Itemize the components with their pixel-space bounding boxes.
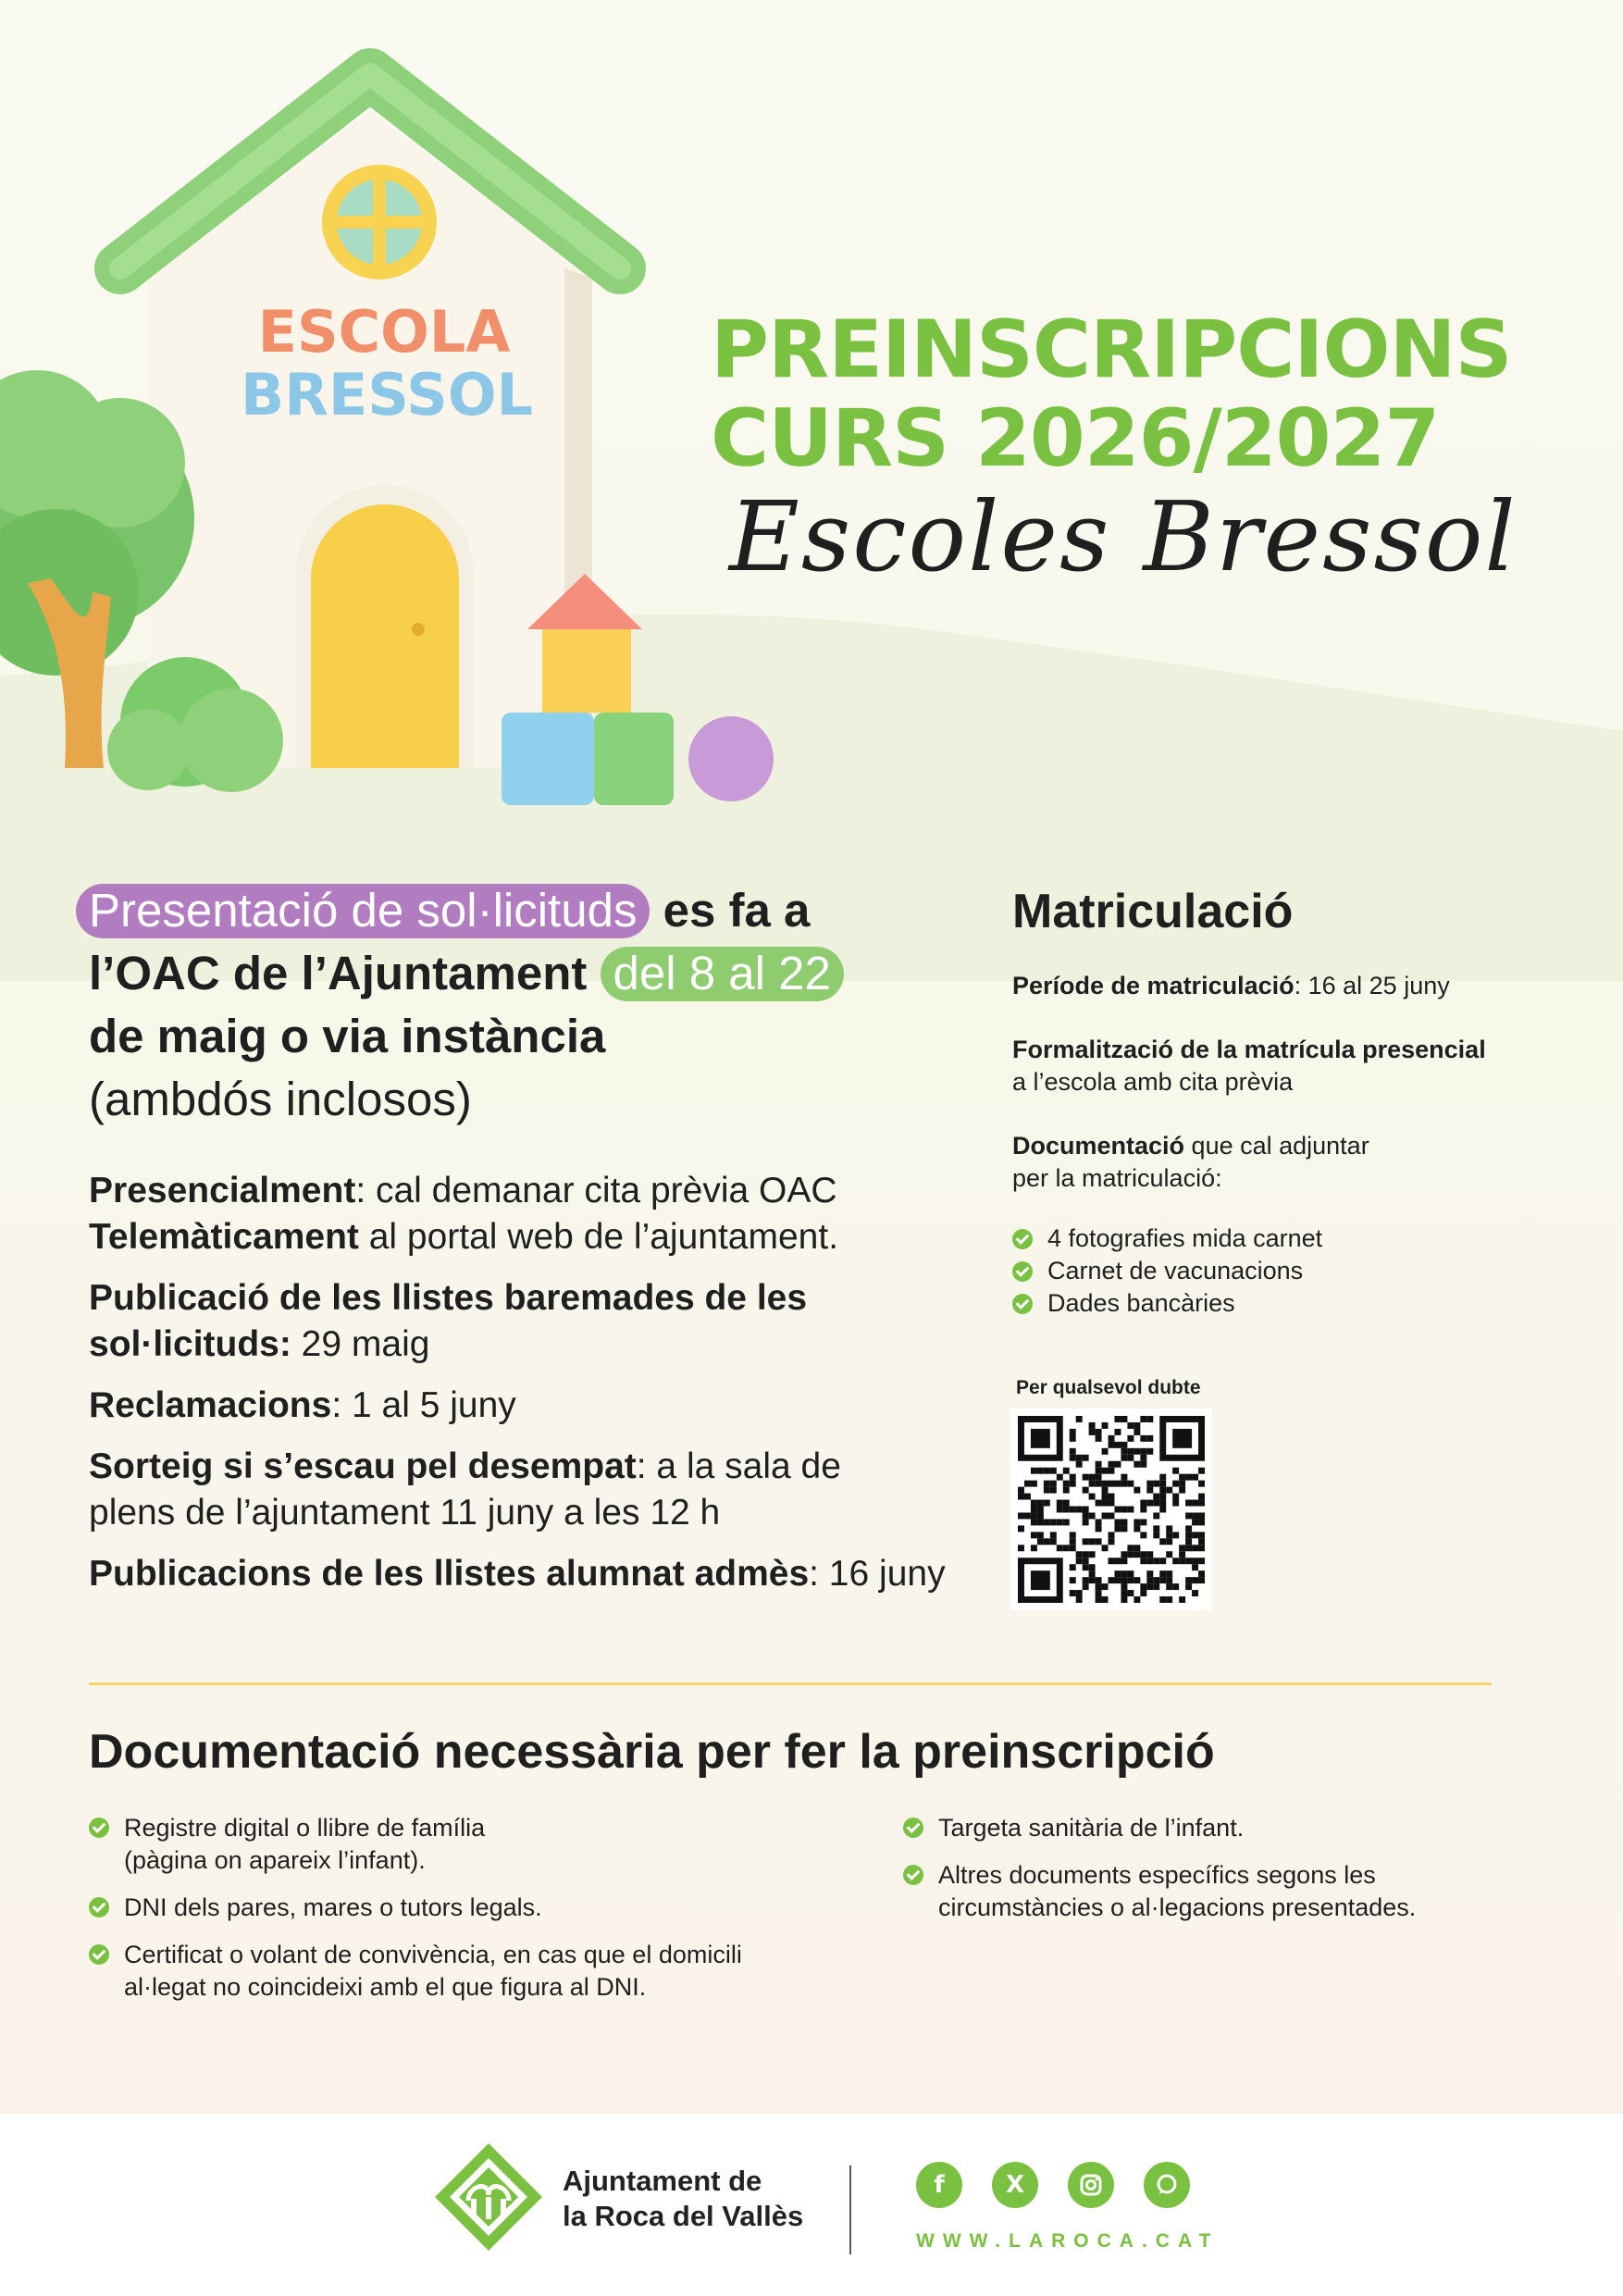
list-item: Dades bancàries	[1012, 1287, 1567, 1320]
footer	[0, 2114, 1623, 2296]
periode-text: : 16 al 25 juny	[1294, 972, 1450, 999]
title-block	[711, 305, 1599, 592]
list-item: Certificat o volant de convivència, en cas que el domicili al·legat no coincideixi amb el que figura al DNI.	[89, 1939, 848, 2004]
check-icon	[903, 1865, 923, 1885]
check-icon	[89, 1944, 109, 1965]
ajuntament-logo-icon	[431, 2140, 546, 2254]
periode-label: Període de matriculació	[1012, 972, 1295, 999]
step-llistes	[89, 1275, 829, 1368]
step-telematic-text: al portal web de l’ajuntament.	[358, 1217, 839, 1257]
check-icon	[1012, 1229, 1033, 1249]
list-item: Registre digital o llibre de família (pàgina on apareix l’infant).	[89, 1812, 848, 1877]
periode	[1012, 970, 1567, 1002]
sign-bressol: BRESSOL	[240, 361, 534, 428]
matriculacio-title: Matriculació	[1012, 885, 1294, 938]
intro-line-3: de maig o via instància	[89, 1010, 606, 1062]
doubt-label: Per qualsevol dubte	[1016, 1377, 1201, 1398]
step-telematic-label: Telemàticament	[89, 1217, 359, 1257]
step-admes-text: : 16 juny	[809, 1554, 946, 1594]
matriculacio-section	[1012, 879, 1567, 1320]
facebook-icon[interactable]: f	[916, 2162, 962, 2208]
step-admes	[89, 1551, 949, 1597]
docs-list-right	[903, 1812, 1532, 1939]
formalitzacio	[1012, 1034, 1567, 1098]
org-line-1: Ajuntament de	[563, 2165, 762, 2197]
step-reclamacions	[89, 1383, 949, 1429]
intro-line-4: (ambdós inclosos)	[89, 1073, 472, 1125]
step-sorteig	[89, 1444, 848, 1536]
check-icon	[903, 1818, 923, 1838]
intro-line-1	[89, 879, 922, 942]
footer-separator	[849, 2166, 851, 2254]
social-links	[916, 2162, 1190, 2208]
step-sorteig-label: Sorteig si s’escau pel desempat	[89, 1446, 637, 1486]
step-sorteig-text: : a la sala de plens de l’ajuntament 11 juny a les 12 h	[89, 1446, 841, 1533]
title-line-2: CURS 2026/2027	[711, 392, 1440, 485]
check-icon	[1012, 1294, 1033, 1314]
check-icon	[89, 1897, 109, 1917]
org-line-2: la Roca del Vallès	[563, 2200, 804, 2232]
formal-text: a l’escola amb cita prèvia	[1012, 1068, 1294, 1096]
formal-label: Formalització de la matrícula presencial	[1012, 1036, 1486, 1063]
check-icon	[89, 1818, 109, 1838]
docs-title: Documentació necessària per fer la preinscripció	[89, 1725, 1215, 1779]
whatsapp-icon[interactable]	[1144, 2162, 1190, 2208]
list-item: DNI dels pares, mares o tutors legals.	[89, 1892, 848, 1924]
step-admes-label: Publicacions de les llistes alumnat admès	[89, 1554, 810, 1594]
step-presencial	[89, 1168, 949, 1214]
doc-text-2: per la matriculació:	[1012, 1164, 1222, 1192]
list-item: Altres documents específics segons les circumstàncies o al·legacions presentades.	[903, 1859, 1532, 1924]
docs-list-left	[89, 1812, 848, 2018]
steps-list	[89, 1168, 949, 1612]
step-llistes-label: Publicació de les llistes baremades de les sol·licituds:	[89, 1278, 808, 1364]
script-subtitle: Escoles Bressol	[729, 480, 1518, 593]
intro-paragraph	[89, 879, 922, 1131]
list-item: Targeta sanitària de l’infant.	[903, 1812, 1532, 1844]
intro-line-2	[89, 942, 922, 1005]
step-presencial-label: Presencialment	[89, 1171, 356, 1210]
check-icon	[1012, 1261, 1033, 1282]
matric-checklist	[1012, 1222, 1567, 1320]
step-telematic	[89, 1214, 949, 1260]
qr-code-icon	[1018, 1416, 1205, 1603]
title-line-1: PREINSCRIPCIONS	[711, 304, 1512, 396]
highlight-solicituds: Presentació de sol·licituds	[76, 884, 650, 938]
doc-label: Documentació	[1012, 1132, 1185, 1160]
step-llistes-text: 29 maig	[291, 1324, 430, 1364]
qr-code[interactable]	[1010, 1409, 1212, 1610]
list-item: 4 fotografies mida carnet	[1012, 1222, 1567, 1255]
school-illustration	[0, 37, 796, 814]
section-divider	[89, 1682, 1492, 1685]
step-reclam-text: : 1 al 5 juny	[331, 1385, 516, 1425]
x-twitter-icon[interactable]: X	[992, 2162, 1038, 2208]
doc-text-1: que cal adjuntar	[1184, 1132, 1369, 1160]
intro-text-1: es fa a	[650, 884, 811, 937]
website-link[interactable]: WWW.LAROCA.CAT	[916, 2230, 1220, 2252]
instagram-icon[interactable]	[1068, 2162, 1114, 2208]
highlight-dates: del 8 al 22	[601, 947, 844, 1001]
step-presencial-text: : cal demanar cita prèvia OAC	[355, 1171, 837, 1210]
step-reclam-label: Reclamacions	[89, 1385, 332, 1425]
intro-text-2: l’OAC de l’Ajuntament	[89, 947, 601, 999]
organization-name	[563, 2164, 803, 2234]
list-item: Carnet de vacunacions	[1012, 1255, 1567, 1287]
documentacio-matric	[1012, 1130, 1567, 1195]
sign-escola: ESCOLA	[257, 298, 511, 366]
